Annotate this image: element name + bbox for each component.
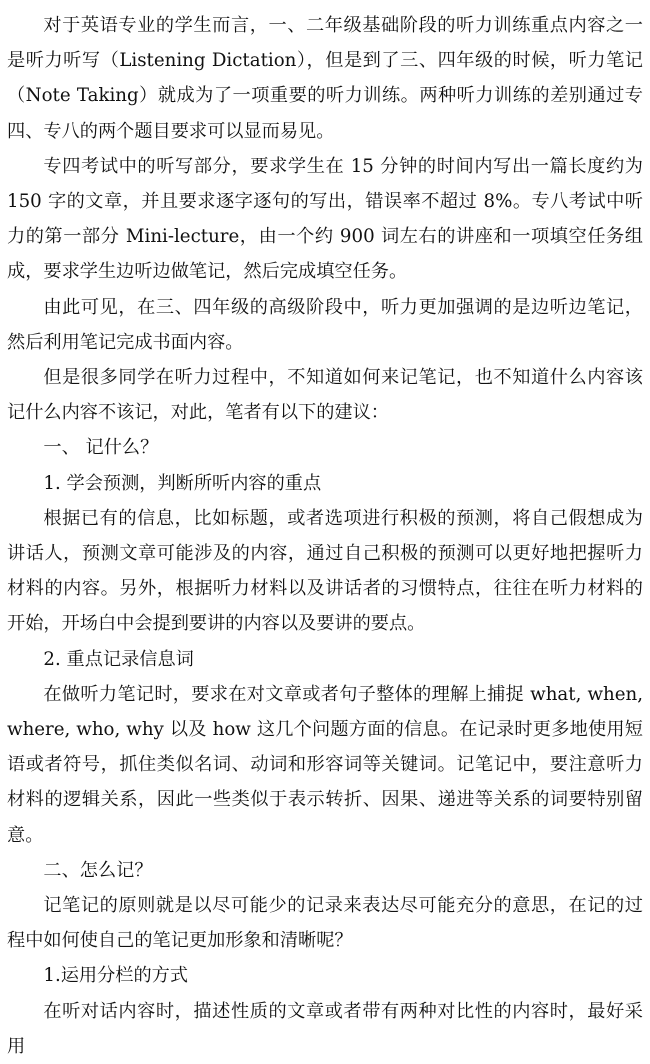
subheading-keywords: 2. 重点记录信息词	[43, 648, 194, 670]
subheading-predict: 1. 学会预测，判断所听内容的重点	[43, 472, 322, 494]
document-page	[7, 8, 643, 1064]
intro-paragraph: 对于英语专业的学生而言，一、二年级基础阶段的听力训练重点内容之一是听力听写（Listening Dictation），但是到了三、四年级的时候，听力笔记（Note Taking）就成为了一项重要的听力训练。两种听力训练的差别通过专四、专八的两个题目要求可以显而易见。	[7, 15, 643, 142]
keywords-paragraph: 在做听力笔记时，要求在对文章或者句子整体的理解上捕捉 what, when, where, who, why 以及 how 这几个问题方面的信息。在记录时更多地使用短语或者符号，抓住类似名词、动词和形容词等关键词。记笔记中，要注意听力材料的逻辑关系，因此一些类似于表示转折、因果、递进等关系的词要特别留意。	[7, 683, 643, 846]
section-heading-what: 一、 记什么？	[43, 437, 159, 459]
section-heading-how: 二、怎么记？	[43, 859, 153, 881]
columns-paragraph: 在听对话内容时，描述性质的文章或者带有两种对比性的内容时，最好采用	[7, 1000, 643, 1057]
suggestion-intro-paragraph: 但是很多同学在听力过程中，不知道如何来记笔记，也不知道什么内容该记什么内容不该记，对此，笔者有以下的建议：	[7, 367, 643, 424]
predict-paragraph: 根据已有的信息，比如标题，或者选项进行积极的预测，将自己假想成为讲话人，预测文章可能涉及的内容，通过自己积极的预测可以更好地把握听力材料的内容。另外，根据听力材料以及讲话者的习惯特点，往往在听力材料的开始，开场白中会提到要讲的内容以及要讲的要点。	[7, 507, 643, 635]
principle-paragraph: 记笔记的原则就是以尽可能少的记录来表达尽可能充分的意思，在记的过程中如何使自己的笔记更加形象和清晰呢？	[7, 895, 643, 952]
subheading-columns: 1.运用分栏的方式	[43, 965, 189, 987]
tem4-tem8-paragraph: 专四考试中的听写部分，要求学生在 15 分钟的时间内写出一篇长度约为 150 字的文章，并且要求逐字逐句的写出，错误率不超过 8%。专八考试中听力的第一部分 Mini-lecture，由一个约 900 词左右的讲座和一项填空任务组成，要求学生边听边做笔记，然后完成填空任务。	[7, 155, 643, 283]
conclusion-paragraph: 由此可见，在三、四年级的高级阶段中，听力更加强调的是边听边笔记，然后利用笔记完成书面内容。	[7, 296, 643, 353]
